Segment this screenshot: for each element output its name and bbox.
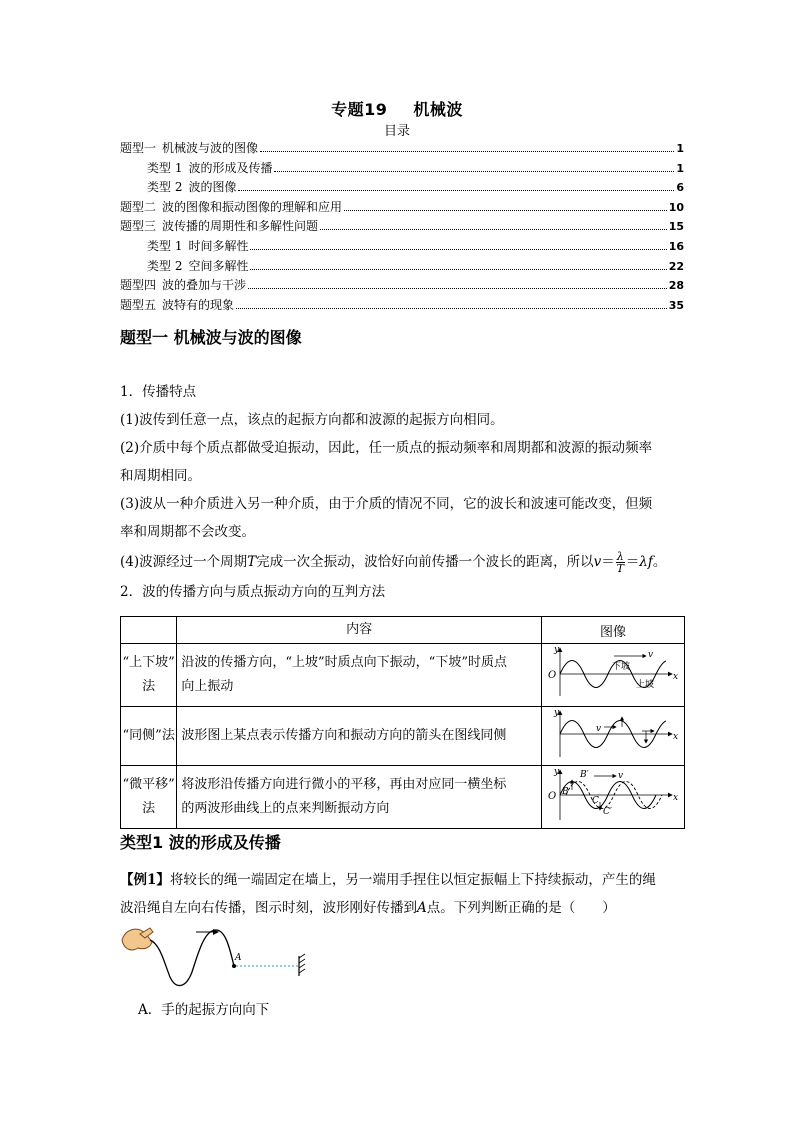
table-row [121,766,685,829]
lambda-over-T-fraction: $\frac{\lambda}{T}$ [616,550,624,575]
method-figure [541,766,684,829]
svg-text:上坡: 上坡 [635,680,654,690]
svg-text:y: y [553,645,560,655]
point-text: 率和周期都不会改变。 [120,524,255,540]
toc-item[interactable]: 题型二 波的图像和振动图像的理解和应用 10 [120,198,684,218]
table-header-row [121,617,685,644]
toc-item[interactable]: 题型一 机械波与波的图像 1 [120,139,684,159]
method-name: “微平移” 法 [121,766,177,829]
svg-text:A: A [235,953,242,963]
same-side-wave-figure [542,707,684,761]
svg-text:O: O [547,791,557,802]
svg-text:v: v [647,650,654,660]
example-line: 波沿绳自左向右传播，图示时刻，波形刚好传播到A点。下列判断正确的是（ ） [120,900,616,916]
table-header-cell [121,617,177,644]
option-a[interactable]: A．手的起振方向向下 [138,1002,270,1018]
example-line: 【例1】将较长的绳一端固定在墙上，另一端用手捏住以恒定振幅上下持续振动，产生的绳 [120,872,656,888]
svg-text:v: v [595,724,602,734]
uphill-downhill-wave-figure [542,644,684,702]
point-title: 1．传播特点 [120,384,197,400]
svg-text:下坡: 下坡 [611,662,630,672]
toc-item[interactable]: 类型 2 空间多解性 22 [120,257,684,277]
method-name: “上下坡” 法 [121,644,177,707]
small-shift-wave-figure [542,766,684,824]
document-title [0,97,794,120]
toc-page-number: 10 [668,200,684,214]
svg-text:x: x [672,672,679,682]
toc-item[interactable]: 题型四 波的叠加与干涉 28 [120,276,684,296]
svg-text:C: C [591,796,599,806]
toc-item[interactable]: 类型 1 时间多解性 16 [120,237,684,257]
toc-page-number: 1 [676,161,684,175]
example-1 [120,866,686,922]
svg-text:B′: B′ [579,770,589,780]
toc-page-number: 6 [676,181,684,195]
table-header-cell: 图像 [541,617,684,644]
svg-text:x: x [672,732,679,742]
svg-text:O: O [547,670,557,681]
toc-heading: 目录 [383,124,410,139]
svg-text:v: v [617,771,624,781]
svg-text:y: y [553,767,560,777]
toc-page-number: 28 [668,279,684,293]
method-figure [541,644,684,707]
point-title: 2．波的传播方向与质点振动方向的互判方法 [120,584,386,600]
method-figure [541,707,684,766]
method-content: 将波形沿传播方向进行微小的平移，再由对应同一横坐标 的两波形曲线上的点来判断振动方向 [177,766,542,829]
svg-text:C′: C′ [602,807,612,817]
subsection-heading: 类型1 波的形成及传播 [120,833,281,852]
point-text: (2)介质中每个质点都做受迫振动，因此，任一质点的振动频率和周期都和波源的振动频率 [120,440,653,456]
table-header-cell: 内容 [177,617,542,644]
toc-item[interactable]: 类型 1 波的形成及传播 1 [120,159,684,179]
toc-item[interactable]: 题型五 波特有的现象 35 [120,296,684,316]
table-row [121,644,685,707]
toc-page-number: 1 [676,142,684,155]
toc-item[interactable]: 类型 2 波的图像 6 [120,178,684,198]
propagation-features [120,378,686,606]
example-tag: 【例1】 [120,872,170,888]
point-text: (3)波从一种介质进入另一种介质，由于介质的情况不同，它的波长和波速可能改变，但频 [120,496,653,512]
method-name: “同侧”法 [121,707,177,766]
section-heading: 题型一 机械波与波的图像 [120,328,302,347]
table-of-contents [120,139,684,315]
method-content: 沿波的传播方向，“上坡”时质点向下振动，“下坡”时质点 向上振动 [177,644,542,707]
point-text: (1)波传到任意一点，该点的起振方向都和波源的起振方向相同。 [120,412,504,428]
title-topic-name: 机械波 [413,100,463,119]
toc-page-number: 22 [668,259,684,273]
toc-page-number: 16 [668,239,684,253]
svg-text:x: x [672,793,679,803]
toc-item[interactable]: 题型三 波传播的周期性和多解性问题 15 [120,217,684,237]
toc-page-number: 15 [668,220,684,234]
svg-text:B: B [561,787,569,797]
title-topic-number: 专题19 [331,100,388,119]
method-table [120,616,685,829]
svg-text:y: y [553,708,560,718]
table-row [121,707,685,766]
point-text: 和周期相同。 [120,468,201,484]
point-text-formula: (4)波源经过一个周期T完成一次全振动，波恰好向前传播一个波长的距离，所以v＝ $\frac{\lambda}{T}$ ＝λf。 [120,550,667,575]
rope-wave-figure [120,922,320,992]
toc-page-number: 35 [668,298,684,312]
method-content: 波形图上某点表示传播方向和振动方向的箭头在图线同侧 [177,707,542,766]
